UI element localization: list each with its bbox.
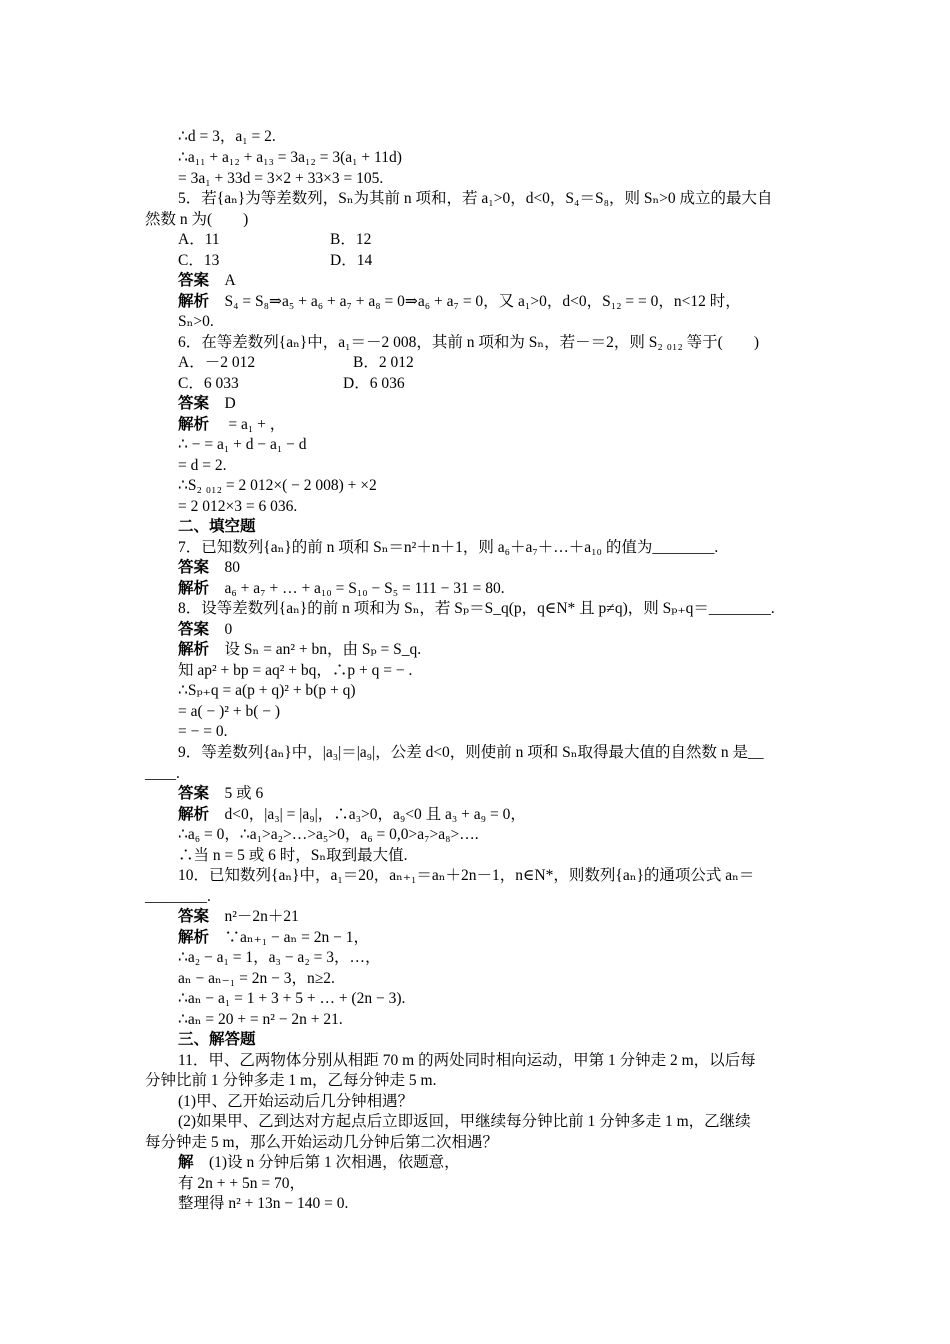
text-line [145, 887, 211, 907]
text-line [178, 333, 759, 353]
line-text: ∴S₂ ₀₁₂ = 2 012×( − 2 008) + ×2 [178, 477, 377, 494]
line-text: ∴d = 3，a₁ = 2. [178, 128, 276, 145]
line-text: B．12 [330, 231, 372, 248]
line-text: 6．在等差数列{aₙ}中，a₁＝－2 008，其前 n 项和为 Sₙ，若－＝2，则 S₂ ₀₁₂ 等于( ) [178, 334, 760, 351]
line-text: = a₁ + ， [209, 416, 286, 433]
text-line [178, 271, 236, 291]
text-line [178, 681, 356, 701]
line-text: (1)甲、乙开始运动后几分钟相遇？ [178, 1093, 414, 1110]
text-line [178, 538, 718, 558]
line-text: 9．等差数列{aₙ}中，|a₃|＝|a₉|，公差 d<0，则使前 n 项和 Sₙ取得最大值的自然数 n 是__ [178, 744, 764, 761]
line-text: ________. [145, 888, 211, 905]
text-line [178, 476, 377, 496]
text-line [178, 127, 276, 147]
text-line [178, 558, 240, 578]
text-line [178, 969, 335, 989]
text-line [178, 1174, 305, 1194]
line-text: ∴aₙ − a₁ = 1 + 3 + 5 + … + (2n − 3). [178, 990, 406, 1007]
text-line [330, 230, 371, 250]
text-line [178, 1051, 756, 1071]
text-line [145, 764, 180, 784]
text-line [178, 415, 285, 435]
text-line [178, 928, 369, 948]
line-text: = 3a₁ + 33d = 3×2 + 33×3 = 105. [178, 170, 384, 187]
text-line [330, 251, 372, 271]
text-line [178, 989, 405, 1009]
line-text: 整理得 n² + 13n − 140 = 0. [178, 1195, 349, 1212]
line-label: 答案 [178, 908, 210, 925]
line-label: 解析 [178, 806, 210, 823]
line-text: = − = 0. [178, 723, 228, 740]
text-line [178, 805, 526, 825]
line-label: 答案 [178, 785, 210, 802]
text-line [145, 1071, 437, 1091]
line-text: C．6 033 [178, 375, 239, 392]
line-text: C．13 [178, 252, 220, 269]
text-line [178, 497, 297, 517]
line-text: 5．若{aₙ}为等差数列，Sₙ为其前 n 项和，若 a₁>0，d<0，S₄＝S₈，则 Sₙ>0 成立的最大自 [178, 190, 773, 207]
text-line [178, 620, 232, 640]
line-label: 解析 [178, 293, 210, 310]
line-text: (2)如果甲、乙到达对方起点后立即返回，甲继续每分钟比前 1 分钟多走 1 m，乙继续 [178, 1113, 751, 1130]
line-label: 解析 [178, 580, 210, 597]
text-line [178, 866, 754, 886]
line-text: 7．已知数列{aₙ}的前 n 项和 Sₙ＝n²＋n＋1，则 a₆＋a₇＋…＋a₁₀ 的值为________. [178, 539, 719, 556]
text-line [178, 353, 255, 373]
line-text: Sₙ>0. [178, 313, 214, 330]
line-text: A [209, 272, 236, 289]
line-text: n²－2n＋21 [209, 908, 299, 925]
line-text: D [209, 395, 236, 412]
line-text: D．6 036 [343, 375, 405, 392]
text-line [178, 1194, 348, 1214]
text-line [353, 353, 414, 373]
line-text: = d = 2. [178, 457, 227, 474]
text-line [178, 251, 219, 271]
text-line [178, 948, 380, 968]
line-text: 80 [209, 559, 241, 576]
line-text: 5 或 6 [209, 785, 264, 802]
text-line [178, 292, 741, 312]
text-line [178, 435, 307, 455]
text-line [178, 743, 764, 763]
line-label: 答案 [178, 395, 210, 412]
text-line [178, 640, 421, 660]
line-text: (1)设 n 分钟后第 1 次相遇，依题意， [193, 1154, 460, 1171]
line-label: 答案 [178, 272, 210, 289]
text-line [178, 702, 280, 722]
text-line [178, 1092, 413, 1112]
line-text: d<0，|a₃| = |a₉|，∴a₃>0，a₉<0 且 a₃ + a₉ = 0， [209, 806, 526, 823]
line-text: 然数 n 为( ) [145, 211, 249, 228]
text-line [178, 1010, 343, 1030]
text-line [178, 907, 299, 927]
line-text: = a( − )² + b( − ) [178, 703, 281, 720]
text-line [145, 1133, 498, 1153]
line-label: 解析 [178, 641, 210, 658]
line-text: 分钟比前 1 分钟多走 1 m，乙每分钟走 5 m. [145, 1072, 437, 1089]
text-line [178, 148, 402, 168]
text-line [178, 169, 383, 189]
line-text: B．2 012 [353, 354, 414, 371]
line-label: 答案 [178, 559, 210, 576]
line-text: 0 [209, 621, 233, 638]
text-line [178, 1030, 256, 1050]
line-text: ∴a₂ − a₁ = 1，a₃ − a₂ = 3，…， [178, 949, 381, 966]
line-text: 每分钟走 5 m，那么开始运动几分钟后第二次相遇？ [145, 1134, 499, 1151]
line-text: ____. [145, 765, 180, 782]
line-text: 有 2n + + 5n = 70， [178, 1175, 305, 1192]
line-label: 答案 [178, 621, 210, 638]
text-line [178, 456, 226, 476]
text-line [178, 517, 256, 537]
line-text: 10．已知数列{aₙ}中，a₁＝20，aₙ₊₁＝aₙ＋2n－1，n∈N*，则数列{aₙ}的通项公式 aₙ＝ [178, 867, 755, 884]
line-text: = 2 012×3 = 6 036. [178, 498, 298, 515]
line-text: 知 ap² + bp = aq² + bq，∴p + q = − . [178, 662, 413, 679]
text-line [178, 230, 220, 250]
line-label: 三、解答题 [178, 1031, 256, 1048]
text-line [178, 661, 412, 681]
text-line [178, 846, 407, 866]
text-line [178, 825, 479, 845]
text-line [178, 189, 773, 209]
line-text: ∴a₆ = 0，∴a₁>a₂>…>a₅>0，a₆ = 0,0>a₇>a₈>…. [178, 826, 479, 843]
line-text: ∴aₙ = 20 + = n² − 2n + 21. [178, 1011, 343, 1028]
line-text: ∴当 n = 5 或 6 时，Sₙ取到最大值. [178, 847, 408, 864]
text-line [178, 374, 239, 394]
line-text: aₙ − aₙ₋₁ = 2n − 3，n≥2. [178, 970, 335, 987]
line-label: 解析 [178, 416, 210, 433]
text-line [178, 579, 505, 599]
line-text: 8．设等差数列{aₙ}的前 n 项和为 Sₙ，若 Sₚ＝S_q(p，q∈N* 且 p≠q)，则 Sₚ₊q＝________. [178, 600, 775, 617]
text-line [178, 722, 227, 742]
line-text: A．11 [178, 231, 220, 248]
text-line [178, 394, 236, 414]
line-label: 解 [178, 1154, 194, 1171]
line-text: ∴ − = a₁ + d − a₁ − d [178, 436, 307, 453]
text-line [178, 312, 214, 332]
line-text: S₄ = S₈⇒a₅ + a₆ + a₇ + a₈ = 0⇒a₆ + a₇ = 0，又 a₁>0，d<0，S₁₂ = = 0，n<12 时， [209, 293, 741, 310]
line-text: 11．甲、乙两物体分别从相距 70 m 的两处同时相向运动，甲第 1 分钟走 2 m，以后每 [178, 1052, 756, 1069]
line-text: D．14 [330, 252, 373, 269]
text-line [178, 784, 263, 804]
line-text: ∴Sₚ₊q = a(p + q)² + b(p + q) [178, 682, 356, 699]
text-line [178, 1112, 751, 1132]
line-label: 二、填空题 [178, 518, 256, 535]
text-line [145, 210, 248, 230]
line-label: 解析 [178, 929, 210, 946]
line-text: A．－2 012 [178, 354, 256, 371]
text-line [178, 1153, 460, 1173]
line-text: 设 Sₙ = an² + bn，由 Sₚ = S_q. [209, 641, 422, 658]
text-line [178, 599, 775, 619]
line-text: a₆ + a₇ + … + a₁₀ = S₁₀ − S₅ = 111 − 31 = 80. [209, 580, 505, 597]
line-text: ∵aₙ₊₁ − aₙ = 2n − 1， [209, 929, 369, 946]
line-text: ∴a₁₁ + a₁₂ + a₁₃ = 3a₁₂ = 3(a₁ + 11d) [178, 149, 402, 166]
text-line [343, 374, 405, 394]
